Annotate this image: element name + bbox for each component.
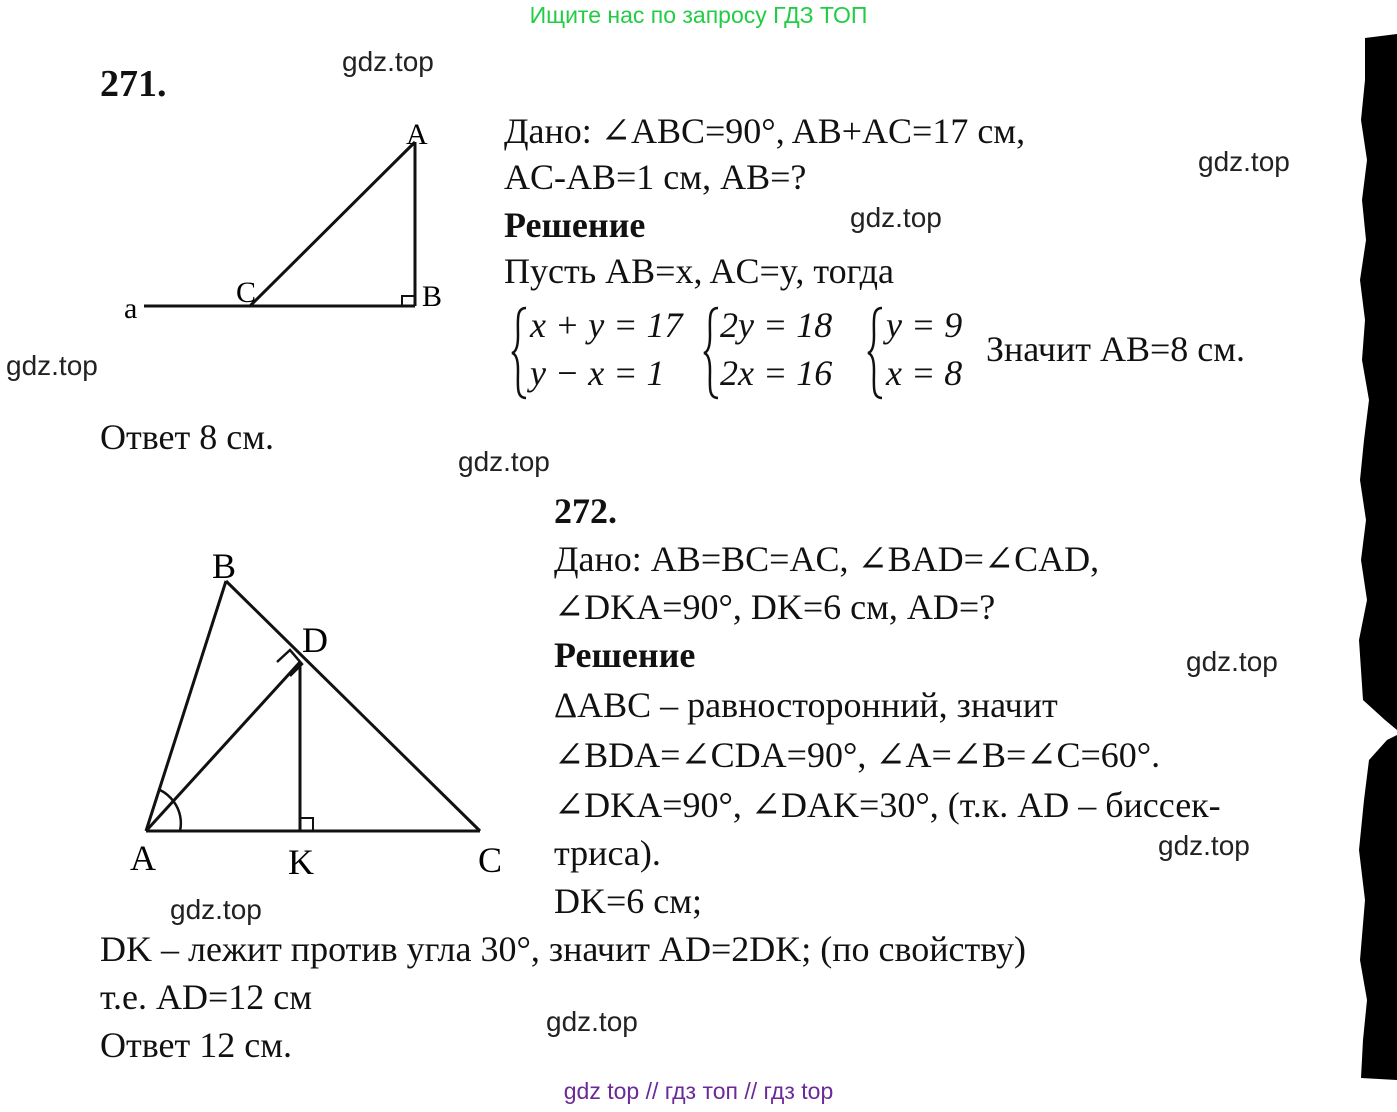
label-A: A [130, 838, 156, 878]
problem-272-number: 272. [554, 491, 617, 531]
solution-272-line4: триса). [554, 833, 661, 873]
label-C: C [478, 840, 503, 880]
system-3-eq1: y = 9 [886, 305, 963, 345]
diagram-272 [110, 540, 510, 880]
label-K: K [288, 842, 314, 880]
solution-272-heading: Решение [554, 635, 696, 675]
answer-272: Ответ 12 см. [100, 1025, 292, 1065]
scan-edge [1357, 0, 1397, 1112]
solution-272-line2: ∠BDA=∠CDA=90°, ∠A=∠B=∠C=60°. [554, 735, 1161, 775]
label-a: a [124, 292, 138, 325]
watermark: gdz.top [1158, 830, 1250, 861]
brace-icon [510, 306, 530, 400]
watermark: gdz.top [546, 1006, 638, 1037]
given-272-line2: ∠DKA=90°, DK=6 см, AD=? [554, 587, 996, 627]
solution-272-line5: DK=6 см; [554, 881, 703, 921]
watermark: gdz.top [850, 202, 942, 233]
watermark: gdz.top [6, 350, 98, 381]
label-B: B [212, 546, 237, 586]
watermark: gdz.top [1198, 146, 1290, 177]
watermark: gdz.top [458, 446, 550, 477]
given-271-line1: Дано: ∠ABC=90°, AB+AC=17 см, [504, 111, 1026, 151]
watermark: gdz.top [342, 46, 434, 77]
solution-272-line3: ∠DKA=90°, ∠DAK=30°, (т.к. AD – биссек- [554, 785, 1221, 825]
answer-271: Ответ 8 см. [100, 417, 274, 457]
solution-272-line6: DK – лежит против угла 30°, значит AD=2DK; (по свойству) [100, 929, 1027, 969]
system-3-eq2: x = 8 [886, 353, 963, 393]
top-banner: Ищите нас по запросу ГДЗ ТОП [529, 2, 868, 28]
system-1-eq1: x + y = 17 [530, 305, 683, 345]
let-271: Пусть AB=x, AC=y, тогда [504, 251, 894, 291]
problem-271-number: 271. [100, 63, 167, 105]
brace-icon [866, 306, 886, 400]
solution-272-line1: ΔABC – равносторонний, значит [554, 685, 1058, 725]
solution-272-line7: т.е. AD=12 см [100, 977, 313, 1017]
given-272-line1: Дано: AB=BC=AC, ∠BAD=∠CAD, [554, 539, 1100, 579]
bottom-banner: gdz top // гдз топ // гдз top [563, 1078, 834, 1104]
system-2-eq1: 2y = 18 [720, 305, 833, 345]
conclusion-271: Значит AB=8 см. [986, 329, 1246, 369]
given-271-line2: AC-AB=1 см, AB=? [504, 157, 807, 197]
brace-icon [702, 306, 722, 400]
label-B: B [422, 280, 443, 313]
system-2-eq2: 2x = 16 [720, 353, 833, 393]
solution-271-heading: Решение [504, 205, 646, 245]
label-C: C [236, 276, 257, 309]
system-1-eq2: y − x = 1 [530, 353, 665, 393]
label-D: D [302, 620, 328, 660]
watermark: gdz.top [1186, 646, 1278, 677]
diagram-271 [110, 110, 450, 350]
label-A: A [406, 118, 428, 151]
watermark: gdz.top [170, 894, 262, 925]
